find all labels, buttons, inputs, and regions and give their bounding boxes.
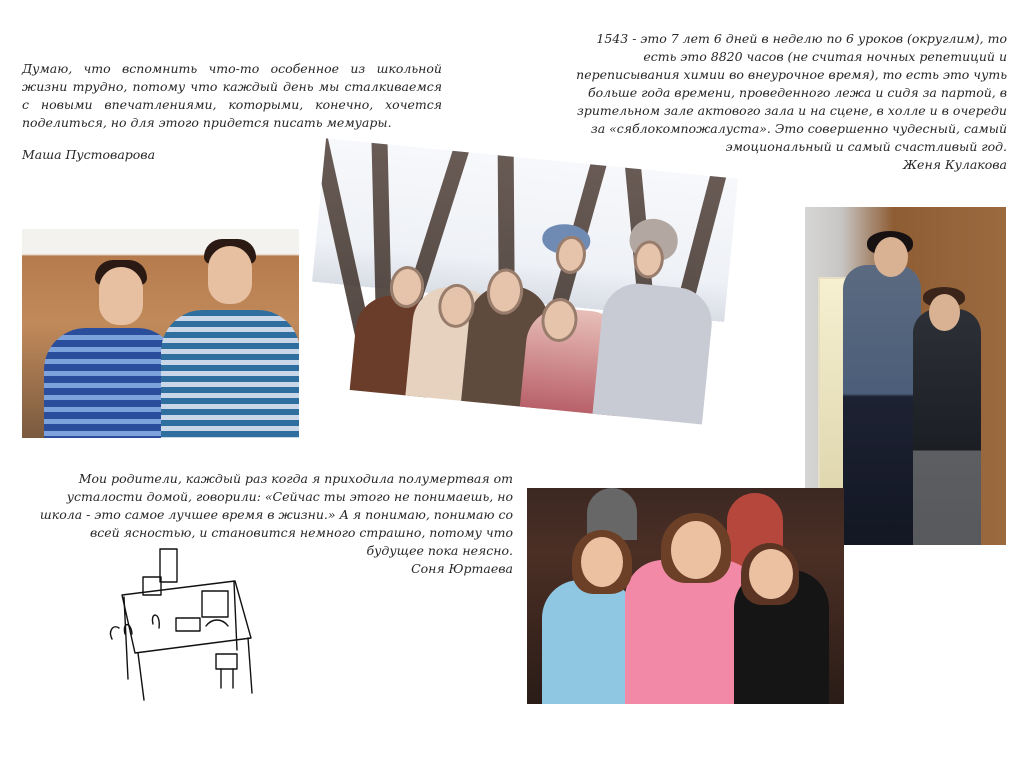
quote-top-right [565,30,1007,174]
hallway-short-boy-face [929,294,960,331]
quote-bottom-left-text: Мои родители, каждый раз когда я приходила полумертвая от усталости домой, говорили: «Сейчас ты этого не понимаешь, но школа - это самое лучшее время в жизни.» А я понимаю, понимаю со всей ясностью, и становится немного страшно, потому что будущее пока неясно. [39,471,513,558]
books-stack [160,549,177,582]
boy-left-sweater [44,328,179,438]
photo-three-girls [527,488,844,704]
photo-girls-in-snow [302,138,738,425]
boy-left-face [99,267,143,325]
chair-seat [216,654,237,669]
plant-leaf [111,627,119,639]
chair-legs [221,669,233,688]
snow-person-5 [592,280,715,425]
hallway-short-boy [913,309,981,545]
notebook [176,618,200,631]
desk-leg-back-left [124,597,128,679]
quote-top-right-author: Женя Кулакова [903,157,1007,172]
boy-right-face [208,246,252,304]
desk-leg-front-right [248,638,252,693]
girl-left-blue-jacket [542,580,636,704]
hallway-tall-boy-face [874,237,908,277]
girl-right-face [749,549,793,599]
quote-top-left-text: Думаю, что вспомнить что-то особенное из школьной жизни трудно, потому что каждый день мы сталкиваемся с новыми впечатлениями, которыми, конечно, хочется поделиться, но для этого придется писать мемуары. [22,61,442,130]
photo-two-boys [22,229,299,438]
girl-left-face [581,537,623,587]
hallway-tall-boy [843,265,921,545]
boy-right-sweater [161,310,299,438]
desk-leg-front-left [138,653,144,700]
girl-center-face [671,521,721,579]
desk-doodle [104,542,259,708]
lamp-handle [152,615,159,628]
desk-top [122,581,251,653]
quote-bottom-left-author: Соня Юртаева [411,561,513,576]
chair-back [206,620,228,626]
quote-top-right-text: 1543 - это 7 лет 6 дней в неделю по 6 уроков (округлим), то есть это 8820 часов (не считая ночных репетиций и переписывания химии во внеурочное время), то есть это чуть больше года времени, проведенного лежа и сидя за партой, в зрительном зале актового зала и на сцене, в холле и в очереди за «сяблокомпожалуста». Это совершенно чудесный, самый эмоциональный и самый счастливый год. [576,31,1007,154]
box-right [202,591,228,617]
quote-top-left-author: Маша Пустоварова [22,147,156,162]
